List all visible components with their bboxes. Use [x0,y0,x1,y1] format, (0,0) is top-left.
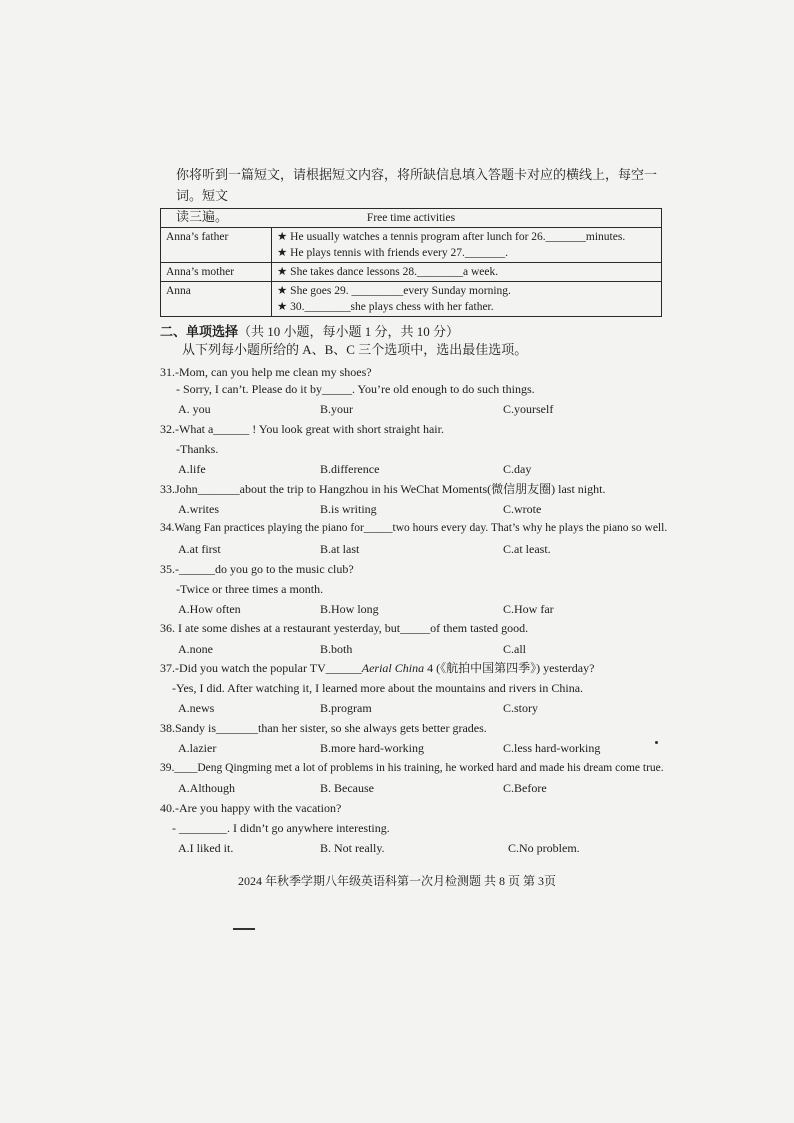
question-32: 32.-What a______ ! You look great with short straight hair. [160,422,444,436]
option-b: B.at last [320,542,360,556]
option-b: B. Not really. [320,841,385,855]
option-b: B.How long [320,602,379,616]
question-34: 34.Wang Fan practices playing the piano for_____two hours every day. That’s why he plays the piano so well. [160,522,668,534]
option-a: A.lazier [178,741,217,755]
option-c: C.all [503,642,526,656]
option-c: C.story [503,701,539,715]
row-person: Anna’s father [161,228,272,263]
row-person: Anna [161,282,272,317]
option-a: A.life [178,462,206,476]
row-details [272,282,662,317]
question-31-reply: - Sorry, I can’t. Please do it by_____. You’re old enough to do such things. [176,382,535,396]
option-a: A.I liked it. [178,841,234,855]
option-a: A.none [178,642,213,656]
question-40-reply: - ________. I didn’t go anywhere interesting. [172,821,390,835]
option-a: A.news [178,701,215,715]
question-38: 38.Sandy is_______than her sister, so she always gets better grades. [160,721,487,735]
question-39: 39.____Deng Qingming met a lot of problems in his training, he worked hard and made his dream come true. [160,762,664,774]
detail-item: ★ She takes dance lessons 28.________a week. [277,266,499,278]
instruction-line-2: 读三遍。 [176,209,229,224]
row-person: Anna’s mother [161,263,272,282]
option-b: B.more hard-working [320,741,424,755]
table-row [161,282,662,317]
section-title: 二、单项选择 [160,325,239,340]
scan-dot [655,741,658,744]
option-a: A. you [178,402,211,416]
question-37-title: Aerial China [361,661,425,675]
option-c: C.yourself [503,402,554,416]
detail-item: ★ She goes 29. _________every Sunday morning. [277,285,511,297]
option-b: B. Because [320,781,374,795]
free-time-table [160,208,662,317]
question-40: 40.-Are you happy with the vacation? [160,801,342,815]
option-a: A.How often [178,602,241,616]
question-37 [160,659,594,677]
detail-item: ★ He usually watches a tennis program after lunch for 26._______minutes. [277,231,626,243]
scan-mark [233,928,255,930]
section-instruction: 从下列每小题所给的 A、B、C 三个选项中，选出最佳选项。 [182,342,528,357]
question-31: 31.-Mom, can you help me clean my shoes? [160,365,372,379]
instruction-line-1: 你将听到一篇短文，请根据短文内容，将所缺信息填入答题卡对应的横线上，每空一词。短文 [176,167,658,203]
row-details [272,228,662,263]
option-c: C.Before [503,781,547,795]
option-c: C.How far [503,602,554,616]
option-a: A.Although [178,781,235,795]
table-row [161,228,662,263]
table-row [161,263,662,282]
table-title: Free time activities [161,209,662,228]
option-b: B.both [320,642,353,656]
question-33: 33.John_______about the trip to Hangzhou in his WeChat Moments(微信朋友圈) last night. [160,482,606,496]
option-c: C.wrote [503,502,542,516]
question-36: 36. I ate some dishes at a restaurant yesterday, but_____of them tasted good. [160,621,529,635]
row-details [272,263,662,282]
option-b: B.difference [320,462,380,476]
question-37-end: 4 (《航拍中国第四季》) yesterday? [424,661,595,675]
option-c: C.at least. [503,542,551,556]
question-32-reply: -Thanks. [176,442,219,456]
option-b: B.your [320,402,353,416]
option-c: C.day [503,462,532,476]
option-a: A.at first [178,542,221,556]
question-35-reply: -Twice or three times a month. [176,582,324,596]
question-37-start: 37.-Did you watch the popular TV______ [160,661,362,675]
question-37-reply: -Yes, I did. After watching it, I learned more about the mountains and rivers in China. [172,681,584,695]
question-35: 35.-______do you go to the music club? [160,562,354,576]
option-b: B.is writing [320,502,377,516]
option-a: A.writes [178,502,219,516]
detail-item: ★ 30.________she plays chess with her father. [277,301,494,313]
page-footer: 2024 年秋季学期八年级英语科第一次月检测题 共 8 页 第 3页 [237,874,556,888]
option-c: C.No problem. [508,841,580,855]
option-b: B.program [320,701,372,715]
section-note: （共 10 小题，每小题 1 分，共 10 分） [238,324,460,339]
option-c: C.less hard-working [503,741,601,755]
detail-item: ★ He plays tennis with friends every 27._______. [277,247,509,259]
